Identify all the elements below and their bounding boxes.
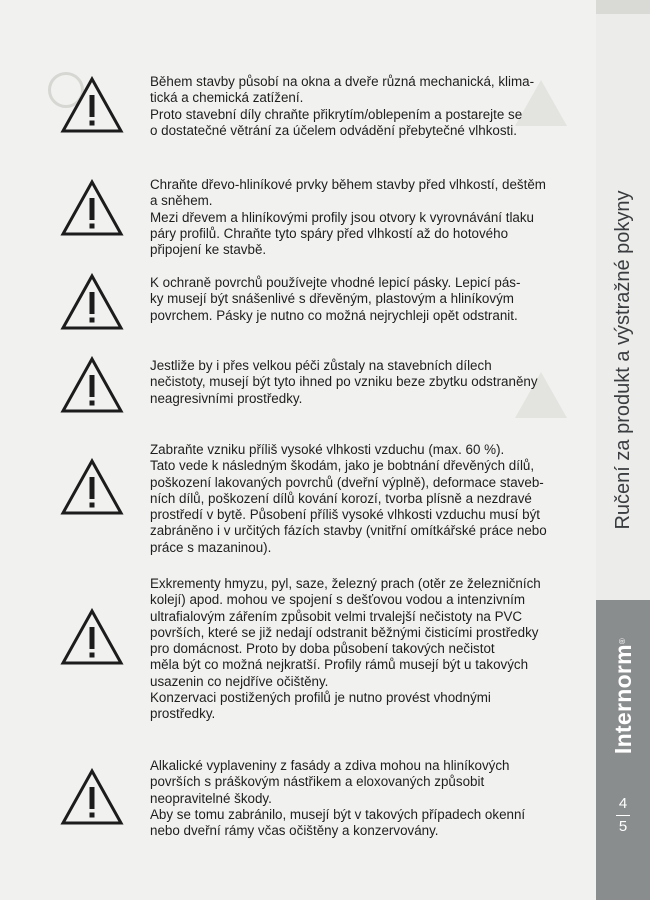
- warning-triangle-icon: [60, 356, 124, 414]
- sidebar-band: [596, 0, 650, 14]
- warning-triangle-icon: [60, 608, 124, 666]
- warning-text: Zabraňte vzniku příliš vysoké vlhkosti vzduchu (max. 60 %). Tato vede k následným škodám, jako je bobtnání dřevěných dílů, poškození lakovaných povrchů (dveřní výplně), deformace staveb- ních dílů, poškození dílů kování korozí, tvorba plísně a nezdravé prostředí v bytě. Působení příliš vysoké vlhkosti vzduchu musí být zabráněno i v určitých fázích stavby (vnitřní omítkářské práce nebo práce s mazaninou).: [150, 442, 547, 555]
- brand-logo: [606, 611, 640, 781]
- warning-triangle-icon: [60, 458, 124, 516]
- warning-text: Jestliže by i přes velkou péči zůstaly na stavebních dílech nečistoty, musejí být tyto ihned po vzniku beze zbytku odstraněny neagresivními prostředky.: [150, 358, 538, 406]
- warning-text: Alkalické vyplaveniny z fasády a zdiva mohou na hliníkových površích s práškovým nástřikem a eloxovaných způsobit neopravitelné škody. Aby se tomu zabránilo, musejí být v takových případech okenní nebo dveřní rámy včas očištěny a konzervovány.: [150, 758, 526, 839]
- chapter-sidebar: [596, 0, 650, 900]
- warning-triangle-icon: [60, 179, 124, 237]
- warning-triangle-icon: [60, 273, 124, 331]
- page-number-current: 4: [618, 795, 628, 812]
- warning-text: Během stavby působí na okna a dveře různá mechanická, klima- tická a chemická zatížení. Proto stavební díly chraňte přikrytím/oblepením a postarejte se o dostatečné větrání za účelem odvádění přebytečné vlhkosti.: [150, 74, 535, 138]
- page-number-divider: [616, 815, 630, 816]
- registered-mark: ®: [618, 637, 627, 645]
- warning-triangle-icon: [60, 768, 124, 826]
- warning-text: Exkrementy hmyzu, pyl, saze, železný prach (otěr ze železničních kolejí) apod. mohou ve spojení s dešťovou vodou a intenzivním ultrafialovým zářením způsobit velmi trvalejší nečistoty na PVC površích, které se již nedají odstranit běžnými čisticími prostředky pro domácnost. Proto by doba působení takových nečistot měla být co možná nejkratší. Profily rámů musejí být u takových usazenin co nejdříve očištěny. Konzervaci postižených profilů je nutno provést vhodnými prostředky.: [150, 576, 541, 722]
- brand-name: Internorm: [610, 644, 636, 755]
- warning-text: Chraňte dřevo-hliníkové prvky během stavby před vlhkostí, deštěm a sněhem. Mezi dřevem a hliníkovými profily jsou otvory k vyrovnávání tlaku páry profilů. Chraňte tyto spáry před vlhkostí až do hotového připojení ke stavbě.: [150, 177, 546, 258]
- chapter-title: Ručení za produkt a výstražné pokyny: [612, 190, 634, 530]
- page-number-next: 5: [618, 818, 628, 835]
- warning-triangle-icon: [60, 76, 124, 134]
- chapter-tab: [596, 0, 650, 600]
- warning-text: K ochraně povrchů používejte vhodné lepicí pásky. Lepicí pás- ky musejí být snášenlivé s dřevěným, plastovým a hliníkovým povrchem. Pásky je nutno co možná nejrychleji opět odstranit.: [150, 275, 521, 323]
